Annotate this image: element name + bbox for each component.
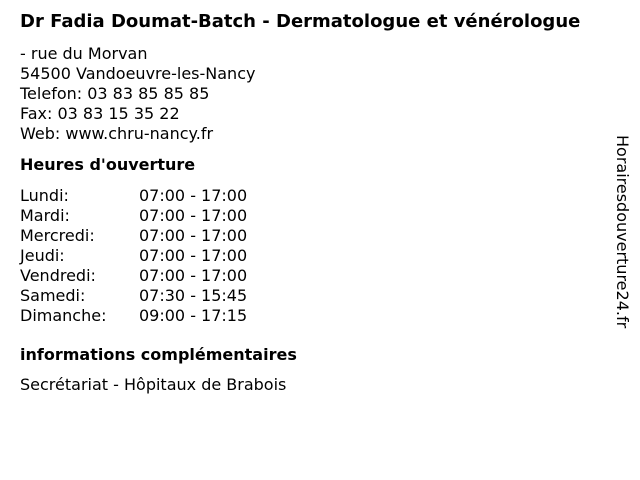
hours-time: 07:00 - 17:00 <box>139 186 248 205</box>
info-text: Secrétariat - Hôpitaux de Brabois <box>20 375 287 394</box>
hours-time: 07:00 - 17:00 <box>139 226 248 245</box>
hours-day: Jeudi: <box>20 246 65 265</box>
hours-day: Lundi: <box>20 186 69 205</box>
opening-hours-table <box>20 186 610 326</box>
hours-day: Mardi: <box>20 206 70 225</box>
hours-row-dimanche <box>20 306 610 326</box>
page-title: Dr Fadia Doumat-Batch - Dermatologue et vénérologue <box>20 11 581 32</box>
hours-heading: Heures d'ouverture <box>20 155 196 174</box>
hours-day: Vendredi: <box>20 266 96 285</box>
hours-time: 07:00 - 17:00 <box>139 246 248 265</box>
info-heading: informations complémentaires <box>20 345 297 364</box>
hours-row-lundi <box>20 186 610 206</box>
hours-day: Dimanche: <box>20 306 107 325</box>
website: Web: www.chru-nancy.fr <box>20 124 214 143</box>
address-city: 54500 Vandoeuvre-les-Nancy <box>20 64 256 83</box>
hours-time: 07:00 - 17:00 <box>139 206 248 225</box>
listing-content <box>20 12 610 395</box>
side-brand-watermark: Horairesdouverture24.fr <box>613 135 632 329</box>
hours-row-mardi <box>20 206 610 226</box>
hours-time: 09:00 - 17:15 <box>139 306 248 325</box>
hours-row-vendredi <box>20 266 610 286</box>
hours-row-mercredi <box>20 226 610 246</box>
hours-day: Mercredi: <box>20 226 95 245</box>
hours-row-jeudi <box>20 246 610 266</box>
hours-row-samedi <box>20 286 610 306</box>
address-block <box>20 44 610 144</box>
phone-number: Telefon: 03 83 85 85 85 <box>20 84 210 103</box>
hours-time: 07:30 - 15:45 <box>139 286 248 305</box>
hours-day: Samedi: <box>20 286 86 305</box>
hours-time: 07:00 - 17:00 <box>139 266 248 285</box>
fax-number: Fax: 03 83 15 35 22 <box>20 104 180 123</box>
address-street: - rue du Morvan <box>20 44 148 63</box>
